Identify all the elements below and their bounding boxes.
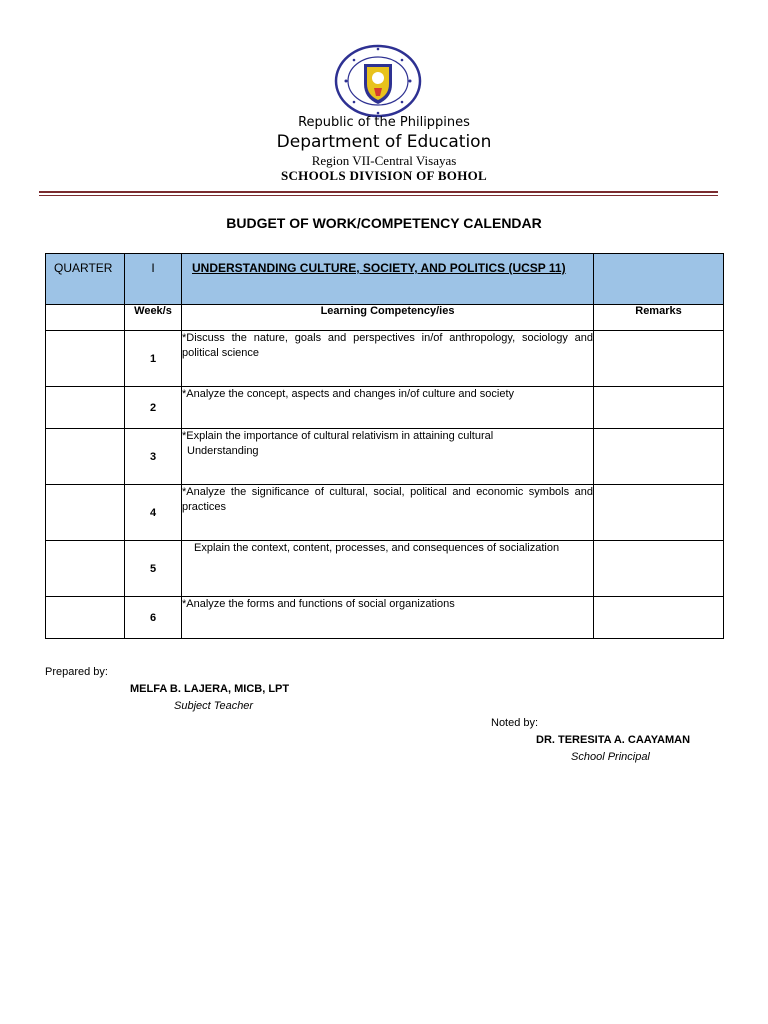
table-row	[46, 429, 724, 485]
row-blank-cell	[46, 429, 125, 485]
week-number: 4	[125, 485, 182, 541]
remarks-cell	[594, 485, 724, 541]
department-heading: Department of Education	[276, 132, 492, 152]
noted-by-role: School Principal	[571, 751, 650, 763]
prepared-by-name: MELFA B. LAJERA, MICB, LPT	[130, 683, 290, 695]
prepared-by-label: Prepared by:	[45, 666, 108, 678]
week-number: 3	[125, 429, 182, 485]
row-blank-cell	[46, 387, 125, 429]
division-heading: SCHOOLS DIVISION OF BOHOL	[280, 168, 488, 183]
header-divider-thin	[39, 195, 718, 196]
competency-text	[182, 429, 594, 485]
table-header-row	[46, 254, 724, 305]
subject-title: UNDERSTANDING CULTURE, SOCIETY, AND POLITICS (UCSP 11)	[182, 254, 594, 305]
budget-of-work-table	[45, 253, 724, 639]
competency-line: Understanding	[187, 445, 259, 457]
column-header-row	[46, 305, 724, 331]
deped-seal-icon	[334, 44, 422, 118]
quarter-value: I	[125, 254, 182, 305]
week-number: 5	[125, 541, 182, 597]
competency-text: *Analyze the forms and functions of social organizations	[182, 597, 594, 639]
document-title: BUDGET OF WORK/COMPETENCY CALENDAR	[226, 215, 542, 231]
republic-heading: Republic of the Philippines	[298, 115, 470, 130]
week-number: 1	[125, 331, 182, 387]
week-number: 6	[125, 597, 182, 639]
quarter-label: QUARTER	[46, 254, 125, 305]
column-header-blank	[46, 305, 125, 331]
competency-text: *Analyze the significance of cultural, social, political and economic symbols and practices	[182, 485, 594, 541]
noted-by-name: DR. TERESITA A. CAAYAMAN	[536, 734, 691, 746]
remarks-cell	[594, 429, 724, 485]
table-row	[46, 597, 724, 639]
table-row	[46, 541, 724, 597]
week-number: 2	[125, 387, 182, 429]
header-divider-thick	[39, 191, 718, 193]
remarks-cell	[594, 387, 724, 429]
remarks-cell	[594, 541, 724, 597]
column-header-weeks: Week/s	[125, 305, 182, 331]
header-blank-cell	[594, 254, 724, 305]
competency-line: *Explain the importance of cultural relativism in attaining cultural	[182, 430, 494, 442]
table-row	[46, 387, 724, 429]
remarks-cell	[594, 597, 724, 639]
row-blank-cell	[46, 597, 125, 639]
row-blank-cell	[46, 541, 125, 597]
competency-text: *Analyze the concept, aspects and changes in/of culture and society	[182, 387, 594, 429]
noted-by-label: Noted by:	[491, 717, 539, 729]
competency-text: *Discuss the nature, goals and perspectives in/of anthropology, sociology and political science	[182, 331, 594, 387]
region-heading: Region VII-Central Visayas	[311, 153, 457, 168]
row-blank-cell	[46, 331, 125, 387]
row-blank-cell	[46, 485, 125, 541]
table-row	[46, 331, 724, 387]
competency-text: Explain the context, content, processes, and consequences of socialization	[182, 541, 594, 597]
column-header-remarks: Remarks	[594, 305, 724, 331]
column-header-competency: Learning Competency/ies	[182, 305, 594, 331]
remarks-cell	[594, 331, 724, 387]
prepared-by-role: Subject Teacher	[174, 700, 254, 712]
table-row	[46, 485, 724, 541]
